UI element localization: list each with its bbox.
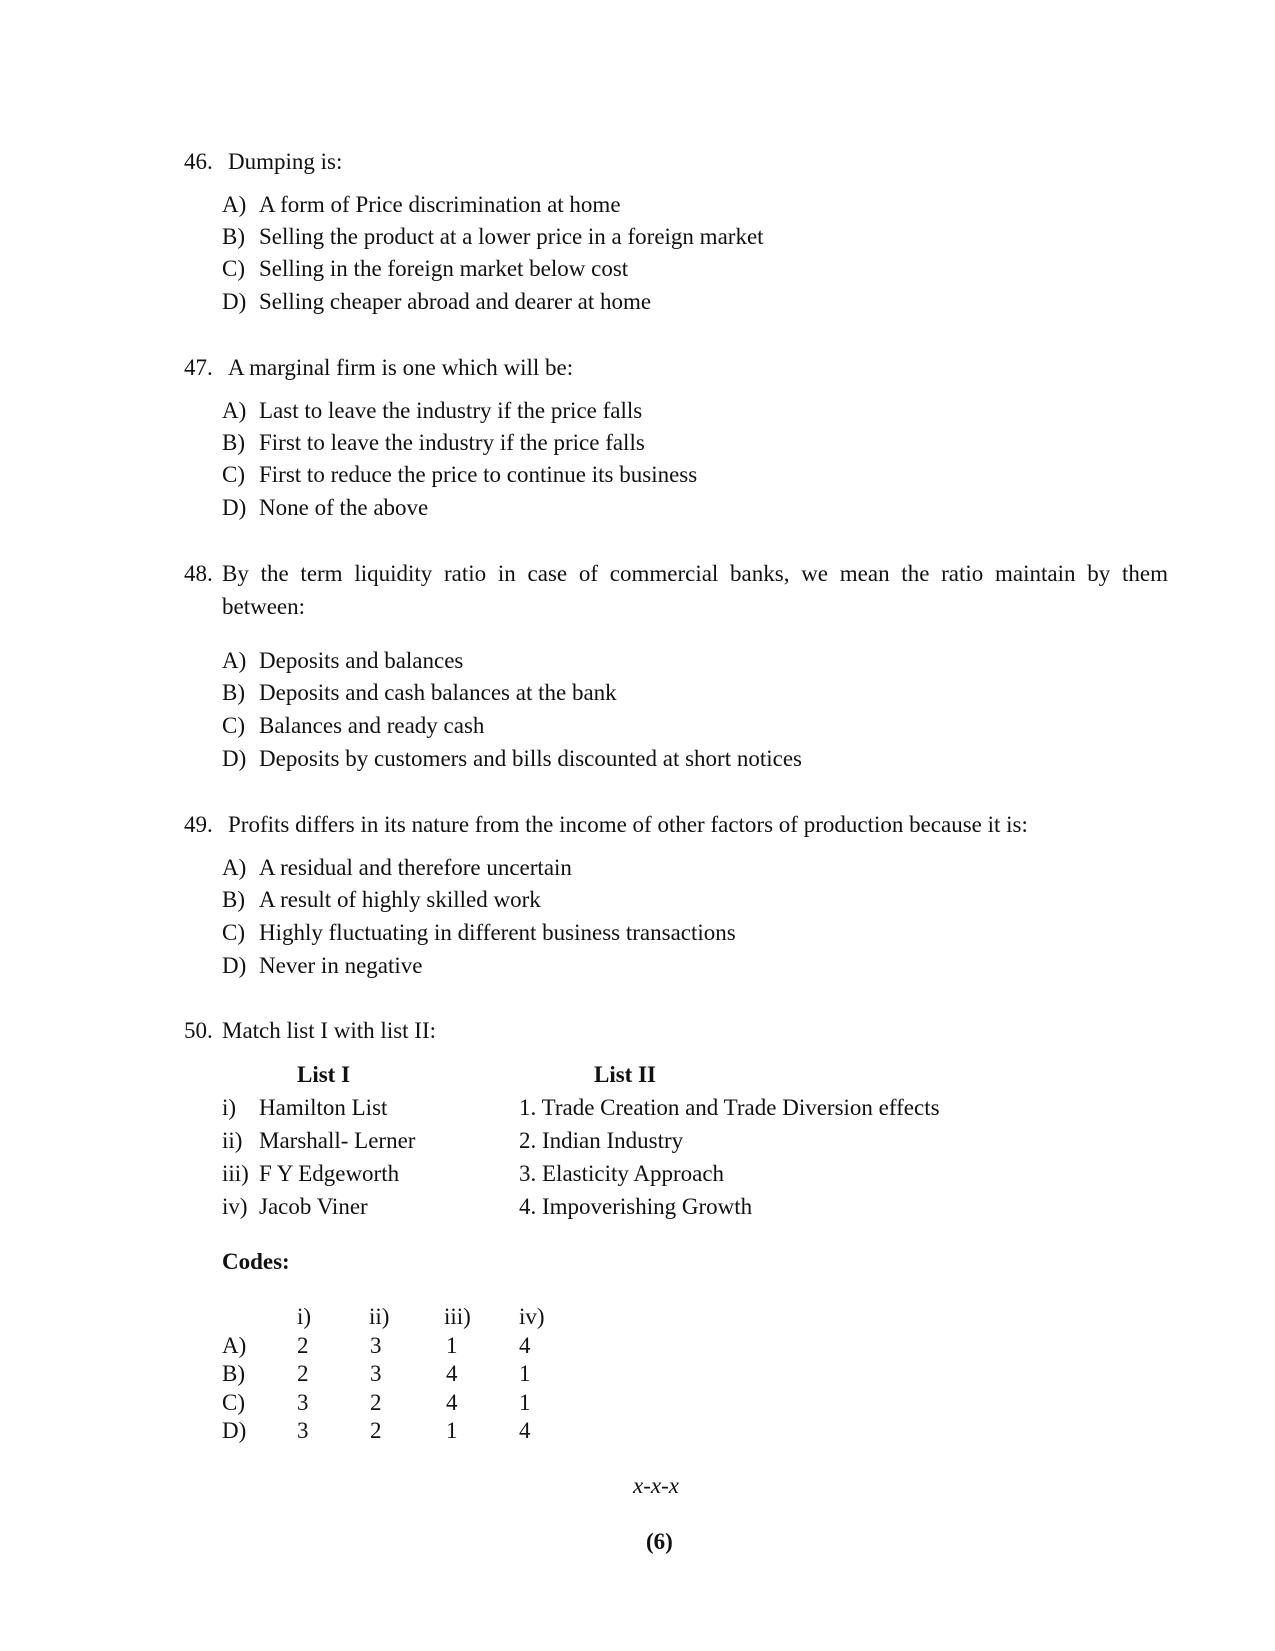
- option-letter: A): [222, 192, 247, 217]
- option-letter: C): [222, 713, 245, 738]
- list-1-item-label: i): [222, 1095, 237, 1120]
- question-number: 48.: [184, 561, 213, 586]
- option-text: Highly fluctuating in different business transactions: [259, 920, 736, 945]
- list-1-item-label: iii): [222, 1161, 249, 1186]
- question-stem: By the term liquidity ratio in case of commercial banks, we mean the ratio maintain by them: [222, 561, 1168, 586]
- codes-cell: 1: [446, 1333, 458, 1358]
- codes-cell: 1: [519, 1361, 531, 1386]
- question-number: 50.: [184, 1018, 213, 1043]
- codes-row-letter: D): [222, 1418, 247, 1443]
- list-1-heading: List I: [297, 1062, 351, 1087]
- codes-cell: 3: [370, 1361, 382, 1386]
- option-letter: D): [222, 495, 247, 520]
- option-text: Never in negative: [259, 953, 423, 978]
- list-1-item-label: iv): [222, 1194, 248, 1219]
- question-number: 49.: [184, 812, 213, 837]
- list-1-item-text: Jacob Viner: [259, 1194, 368, 1219]
- option-text: Deposits and cash balances at the bank: [259, 680, 617, 705]
- option-letter: D): [222, 289, 247, 314]
- codes-cell: 2: [297, 1333, 309, 1358]
- codes-cell: 4: [519, 1333, 531, 1358]
- option-text: A residual and therefore uncertain: [259, 855, 572, 880]
- codes-cell: 3: [297, 1418, 309, 1443]
- codes-cell: 2: [370, 1390, 382, 1415]
- option-text: Deposits and balances: [259, 648, 464, 673]
- codes-row-letter: C): [222, 1390, 245, 1415]
- option-text: A result of highly skilled work: [259, 887, 541, 912]
- list-2-item: 4. Impoverishing Growth: [519, 1194, 753, 1219]
- codes-cell: 1: [519, 1390, 531, 1415]
- codes-cell: 3: [297, 1390, 309, 1415]
- codes-row-letter: A): [222, 1333, 247, 1358]
- option-text: Deposits by customers and bills discounted at short notices: [259, 746, 802, 771]
- codes-column-header: i): [297, 1304, 312, 1329]
- option-letter: A): [222, 648, 247, 673]
- codes-cell: 4: [446, 1390, 458, 1415]
- option-text: First to reduce the price to continue its business: [259, 462, 698, 487]
- option-text: Balances and ready cash: [259, 713, 485, 738]
- option-text: A form of Price discrimination at home: [259, 192, 621, 217]
- list-1-item-label: ii): [222, 1128, 243, 1153]
- codes-cell: 2: [370, 1418, 382, 1443]
- option-letter: C): [222, 920, 245, 945]
- option-letter: B): [222, 887, 245, 912]
- list-2-item: 3. Elasticity Approach: [519, 1161, 725, 1186]
- option-letter: C): [222, 462, 245, 487]
- option-letter: B): [222, 680, 245, 705]
- option-text: Selling cheaper abroad and dearer at home: [259, 289, 652, 314]
- codes-column-header: iv): [519, 1304, 545, 1329]
- option-text: First to leave the industry if the price falls: [259, 430, 645, 455]
- question-stem-continuation: between:: [222, 594, 306, 619]
- question-number: 46.: [184, 149, 213, 174]
- question-stem: A marginal firm is one which will be:: [228, 355, 574, 380]
- question-stem: Match list I with list II:: [222, 1018, 437, 1043]
- end-mark: x-x-x: [633, 1473, 679, 1498]
- codes-cell: 4: [519, 1418, 531, 1443]
- codes-cell: 3: [370, 1333, 382, 1358]
- codes-row-letter: B): [222, 1361, 245, 1386]
- option-letter: B): [222, 430, 245, 455]
- option-letter: C): [222, 256, 245, 281]
- question-number: 47.: [184, 355, 213, 380]
- list-2-item: 1. Trade Creation and Trade Diversion effects: [519, 1095, 940, 1120]
- list-1-item-text: F Y Edgeworth: [259, 1161, 400, 1186]
- list-2-item: 2. Indian Industry: [519, 1128, 684, 1153]
- codes-heading: Codes:: [222, 1249, 290, 1274]
- codes-column-header: ii): [369, 1304, 390, 1329]
- option-text: Last to leave the industry if the price falls: [259, 398, 643, 423]
- option-text: Selling the product at a lower price in a foreign market: [259, 224, 764, 249]
- option-letter: A): [222, 398, 247, 423]
- question-stem: Dumping is:: [228, 149, 343, 174]
- option-letter: A): [222, 855, 247, 880]
- option-letter: B): [222, 224, 245, 249]
- option-letter: D): [222, 953, 247, 978]
- list-1-item-text: Marshall- Lerner: [259, 1128, 416, 1153]
- option-text: Selling in the foreign market below cost: [259, 256, 629, 281]
- option-text: None of the above: [259, 495, 429, 520]
- option-letter: D): [222, 746, 247, 771]
- codes-cell: 2: [297, 1361, 309, 1386]
- list-2-heading: List II: [594, 1062, 656, 1087]
- codes-cell: 4: [446, 1361, 458, 1386]
- page-number: (6): [646, 1529, 673, 1554]
- question-stem: Profits differs in its nature from the income of other factors of production because it is:: [228, 812, 1028, 837]
- list-1-item-text: Hamilton List: [259, 1095, 388, 1120]
- codes-column-header: iii): [444, 1304, 471, 1329]
- codes-cell: 1: [446, 1418, 458, 1443]
